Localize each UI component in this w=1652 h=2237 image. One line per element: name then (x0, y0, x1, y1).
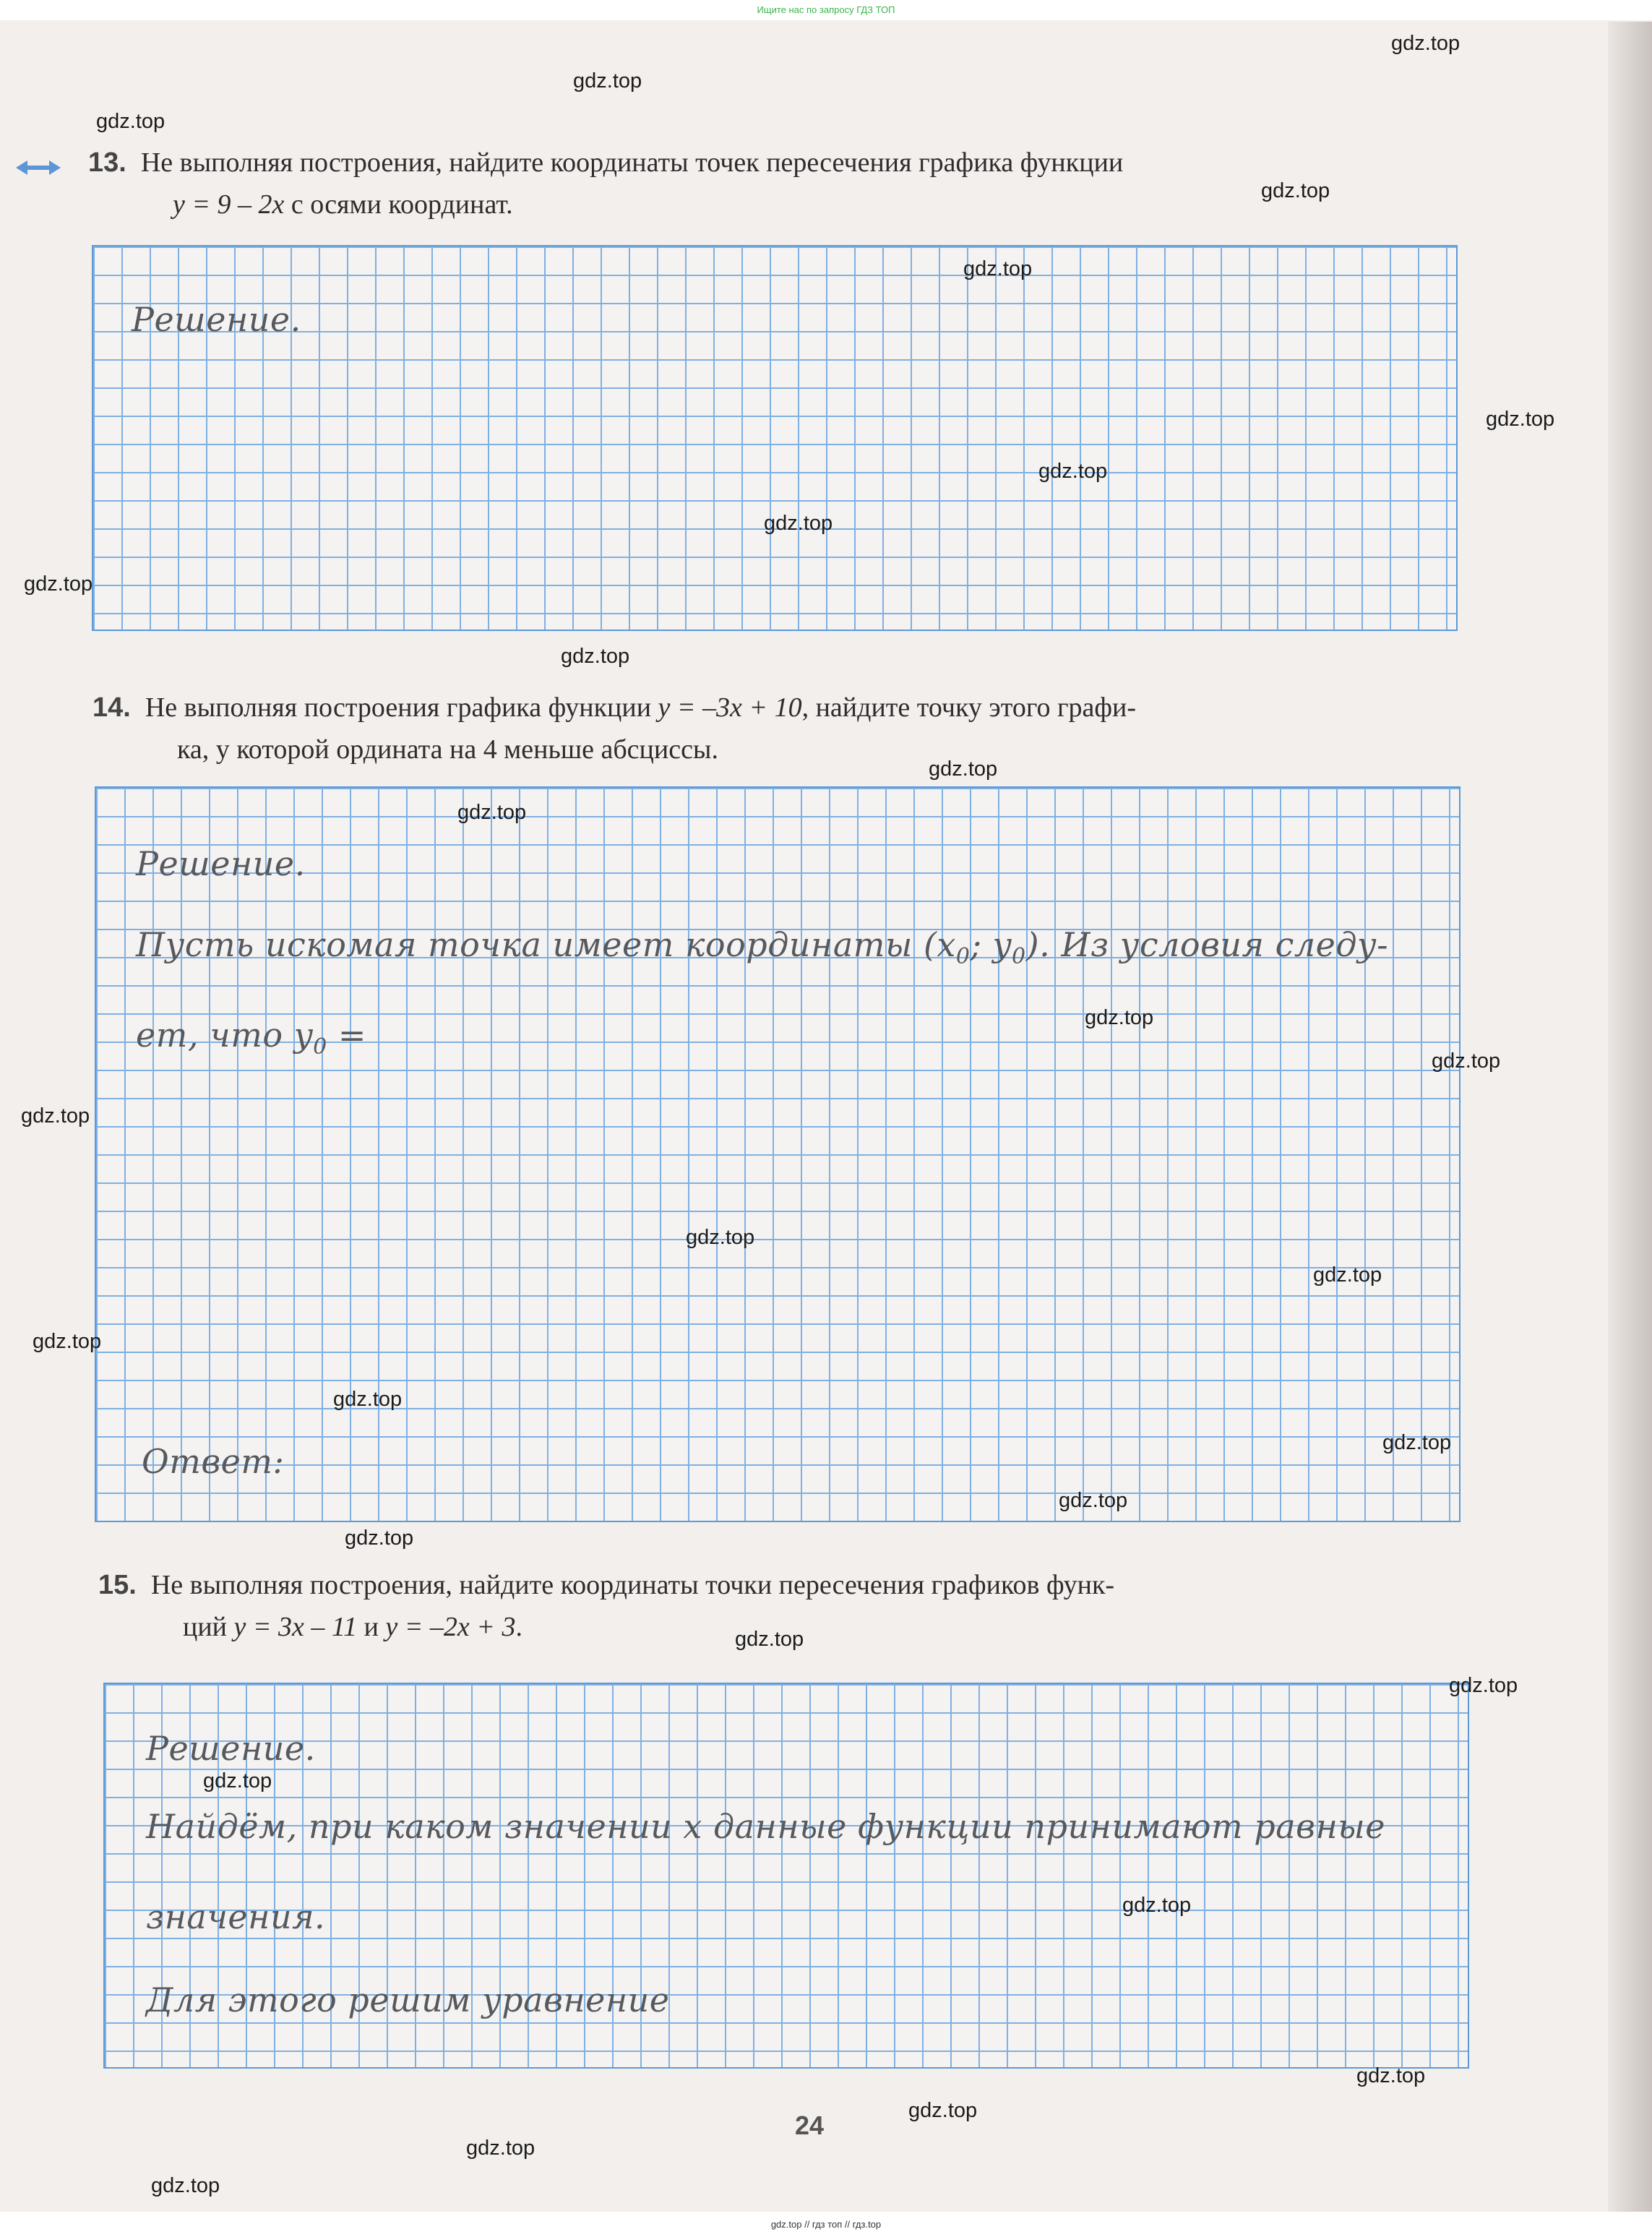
watermark: gdz.top (333, 1388, 403, 1411)
problem-13-text (88, 142, 1461, 226)
problem-number: 14. (93, 692, 131, 723)
watermark: gdz.top (457, 801, 527, 824)
watermark: gdz.top (1449, 1674, 1518, 1697)
watermark: gdz.top (24, 572, 93, 596)
handwriting-line: ет, что $y_0$ = (136, 1016, 366, 1060)
watermark: gdz.top (1038, 460, 1108, 483)
watermark: gdz.top (686, 1226, 755, 1249)
problem-number: 13. (88, 147, 126, 178)
problem-line: и (357, 1612, 386, 1642)
handwriting-line: значения. (146, 1897, 326, 1936)
watermark: gdz.top (345, 1527, 414, 1550)
watermark: gdz.top (33, 1330, 102, 1353)
watermark: gdz.top (735, 1628, 804, 1651)
handwriting-answer-label: Ответ: (142, 1442, 285, 1481)
problem-line: с осями координат. (284, 189, 513, 220)
watermark: gdz.top (1059, 1489, 1128, 1512)
watermark: gdz.top (561, 645, 630, 668)
watermark: gdz.top (96, 110, 165, 133)
handwriting-solution-label: Решение. (146, 1729, 316, 1768)
bottom-banner: gdz.top // гдз топ // гдз.top (0, 2212, 1652, 2237)
watermark: gdz.top (1356, 2064, 1426, 2087)
watermark: gdz.top (203, 1769, 272, 1792)
page-number: 24 (795, 2111, 825, 2140)
watermark: gdz.top (573, 69, 642, 93)
problem-line: ций (183, 1612, 234, 1642)
handwriting-line: Найдём, при каком значении x данные функции принимают равные (146, 1807, 1385, 1846)
problem-line: Не выполняя построения графика функции (145, 692, 658, 723)
problem-number: 15. (98, 1570, 137, 1600)
page-edge (1608, 22, 1652, 2212)
handwriting-line: Для этого решим уравнение (146, 1980, 670, 2019)
handwriting-line: Пусть искомая точка имеет координаты ($x_0$; $y_0$). Из условия следу- (136, 925, 1389, 970)
watermark: gdz.top (1261, 179, 1330, 202)
problem-line: ка, у которой ордината на 4 меньше абсциссы. (177, 734, 718, 765)
watermark: gdz.top (1432, 1049, 1501, 1073)
problem-14-text (93, 687, 1466, 770)
watermark: gdz.top (1313, 1263, 1382, 1287)
formula: y = 3x – 11 (233, 1612, 358, 1642)
formula: y = –3x + 10 (658, 692, 802, 723)
watermark: gdz.top (908, 2099, 978, 2122)
handwriting-solution-label: Решение. (132, 300, 301, 339)
watermark: gdz.top (151, 2174, 220, 2197)
watermark: gdz.top (1122, 1894, 1192, 1917)
problem-line: Не выполняя построения, найдите координаты точек пересечения графика функции (140, 147, 1124, 178)
formula: y = 9 – 2x (173, 189, 285, 220)
watermark: gdz.top (21, 1104, 90, 1128)
watermark: gdz.top (929, 757, 998, 781)
watermark: gdz.top (1391, 32, 1460, 55)
watermark: gdz.top (1382, 1431, 1452, 1454)
watermark: gdz.top (1085, 1006, 1154, 1029)
watermark: gdz.top (1486, 408, 1555, 431)
formula: y = –2x + 3 (385, 1612, 516, 1642)
answer-grid-14[interactable] (95, 786, 1460, 1522)
double-arrow-icon (16, 159, 61, 176)
top-banner: Ищите нас по запросу ГДЗ ТОП (0, 0, 1652, 20)
watermark: gdz.top (764, 512, 833, 535)
watermark: gdz.top (466, 2137, 535, 2160)
problem-line: . (515, 1612, 522, 1642)
problem-line: Не выполняя построения, найдите координаты точки пересечения графиков функ- (150, 1570, 1115, 1600)
problem-line: , найдите точку этого графи- (801, 692, 1137, 723)
handwriting-solution-label: Решение. (136, 844, 306, 883)
watermark: gdz.top (963, 257, 1033, 280)
